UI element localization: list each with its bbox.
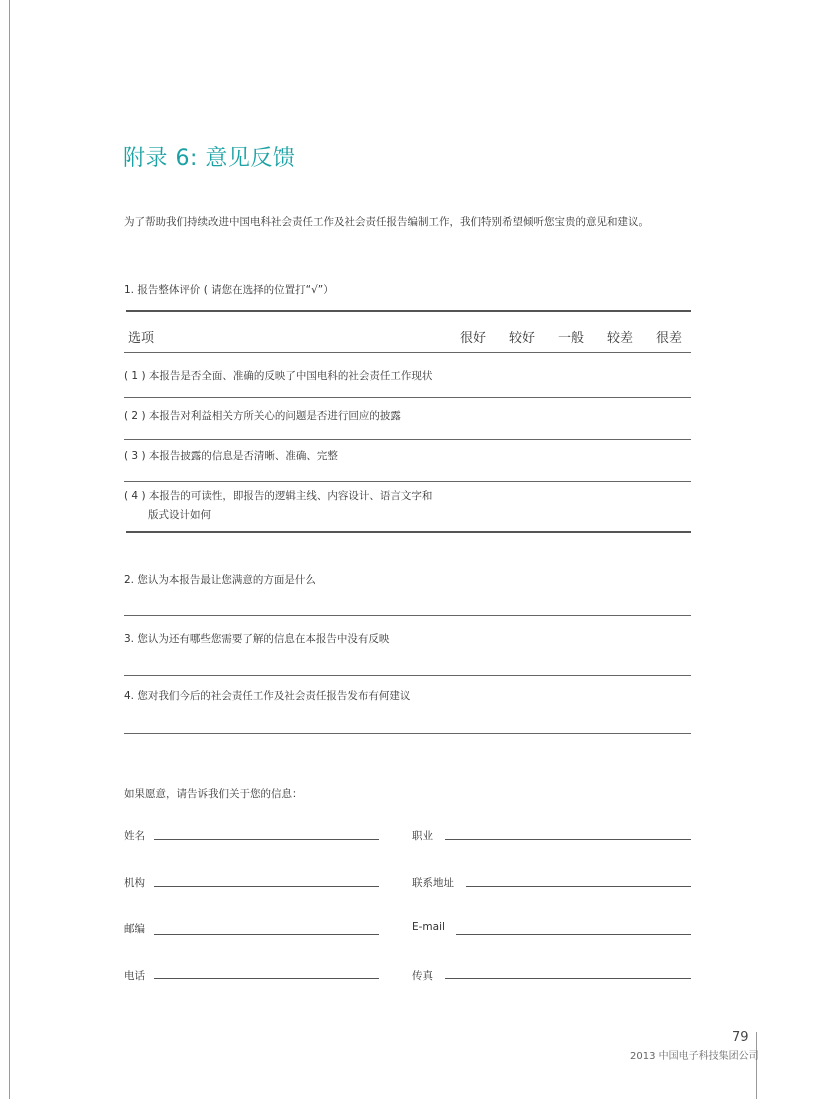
page-title: 附录 6: 意见反馈 — [123, 146, 296, 171]
fax-field-label: 传真 — [412, 970, 433, 982]
rating-header-very-poor: 很差 — [656, 331, 683, 346]
phone-field[interactable] — [154, 978, 379, 979]
table-row-3: ( 3 ) 本报告披露的信息是否清晰、准确、完整 — [124, 450, 338, 462]
table-row-2: ( 2 ) 本报告对利益相关方所关心的问题是否进行回应的披露 — [124, 410, 401, 422]
postcode-field-label: 邮编 — [124, 923, 145, 935]
question-3-answer-line[interactable] — [124, 675, 691, 676]
fax-field[interactable] — [445, 978, 691, 979]
postcode-field[interactable] — [154, 934, 379, 935]
question-3-label: 3. 您认为还有哪些您需要了解的信息在本报告中没有反映 — [124, 633, 390, 645]
name-field-label: 姓名 — [124, 830, 145, 842]
question-2-label: 2. 您认为本报告最让您满意的方面是什么 — [124, 574, 316, 586]
rating-header-good: 较好 — [509, 331, 536, 346]
email-field-label: E-mail — [412, 921, 445, 933]
job-field-label: 职业 — [412, 830, 433, 842]
question-4-label: 4. 您对我们今后的社会责任工作及社会责任报告发布有何建议 — [124, 690, 411, 702]
name-field[interactable] — [154, 839, 379, 840]
page-number: 79 — [732, 1030, 749, 1045]
table-row-4-continued: 版式设计如何 — [148, 509, 211, 521]
intro-text: 为了帮助我们持续改进中国电科社会责任工作及社会责任报告编制工作，我们特别希望倾听您宝贵的意见和建议。 — [124, 216, 649, 228]
address-field-label: 联系地址 — [412, 877, 454, 889]
email-field[interactable] — [456, 934, 691, 935]
question-1-label: 1. 报告整体评价 ( 请您在选择的位置打“√”） — [124, 284, 334, 296]
table-row-divider — [124, 397, 691, 398]
table-row-4: ( 4 ) 本报告的可读性，即报告的逻辑主线、内容设计、语言文字和 — [124, 490, 433, 502]
rating-header-very-good: 很好 — [460, 331, 487, 346]
table-header-rule — [124, 352, 691, 353]
organization-field-label: 机构 — [124, 877, 145, 889]
question-2-answer-line[interactable] — [124, 615, 691, 616]
page-edge-left — [9, 0, 10, 1099]
page-edge-right — [756, 1032, 757, 1099]
footer-organization: 2013 中国电子科技集团公司 — [630, 1051, 759, 1062]
organization-field[interactable] — [154, 886, 379, 887]
table-row-divider — [124, 481, 691, 482]
table-top-rule — [126, 310, 691, 312]
table-bottom-rule — [126, 531, 691, 533]
question-4-answer-line[interactable] — [124, 733, 691, 734]
contact-prompt: 如果愿意，请告诉我们关于您的信息： — [124, 788, 303, 800]
job-field[interactable] — [445, 839, 691, 840]
table-row-1: ( 1 ) 本报告是否全面、准确的反映了中国电科的社会责任工作现状 — [124, 370, 433, 382]
rating-header-average: 一般 — [558, 331, 585, 346]
rating-header-poor: 较差 — [607, 331, 634, 346]
table-row-divider — [124, 439, 691, 440]
table-header-option: 选项 — [128, 331, 155, 346]
phone-field-label: 电话 — [124, 970, 145, 982]
address-field[interactable] — [466, 886, 691, 887]
